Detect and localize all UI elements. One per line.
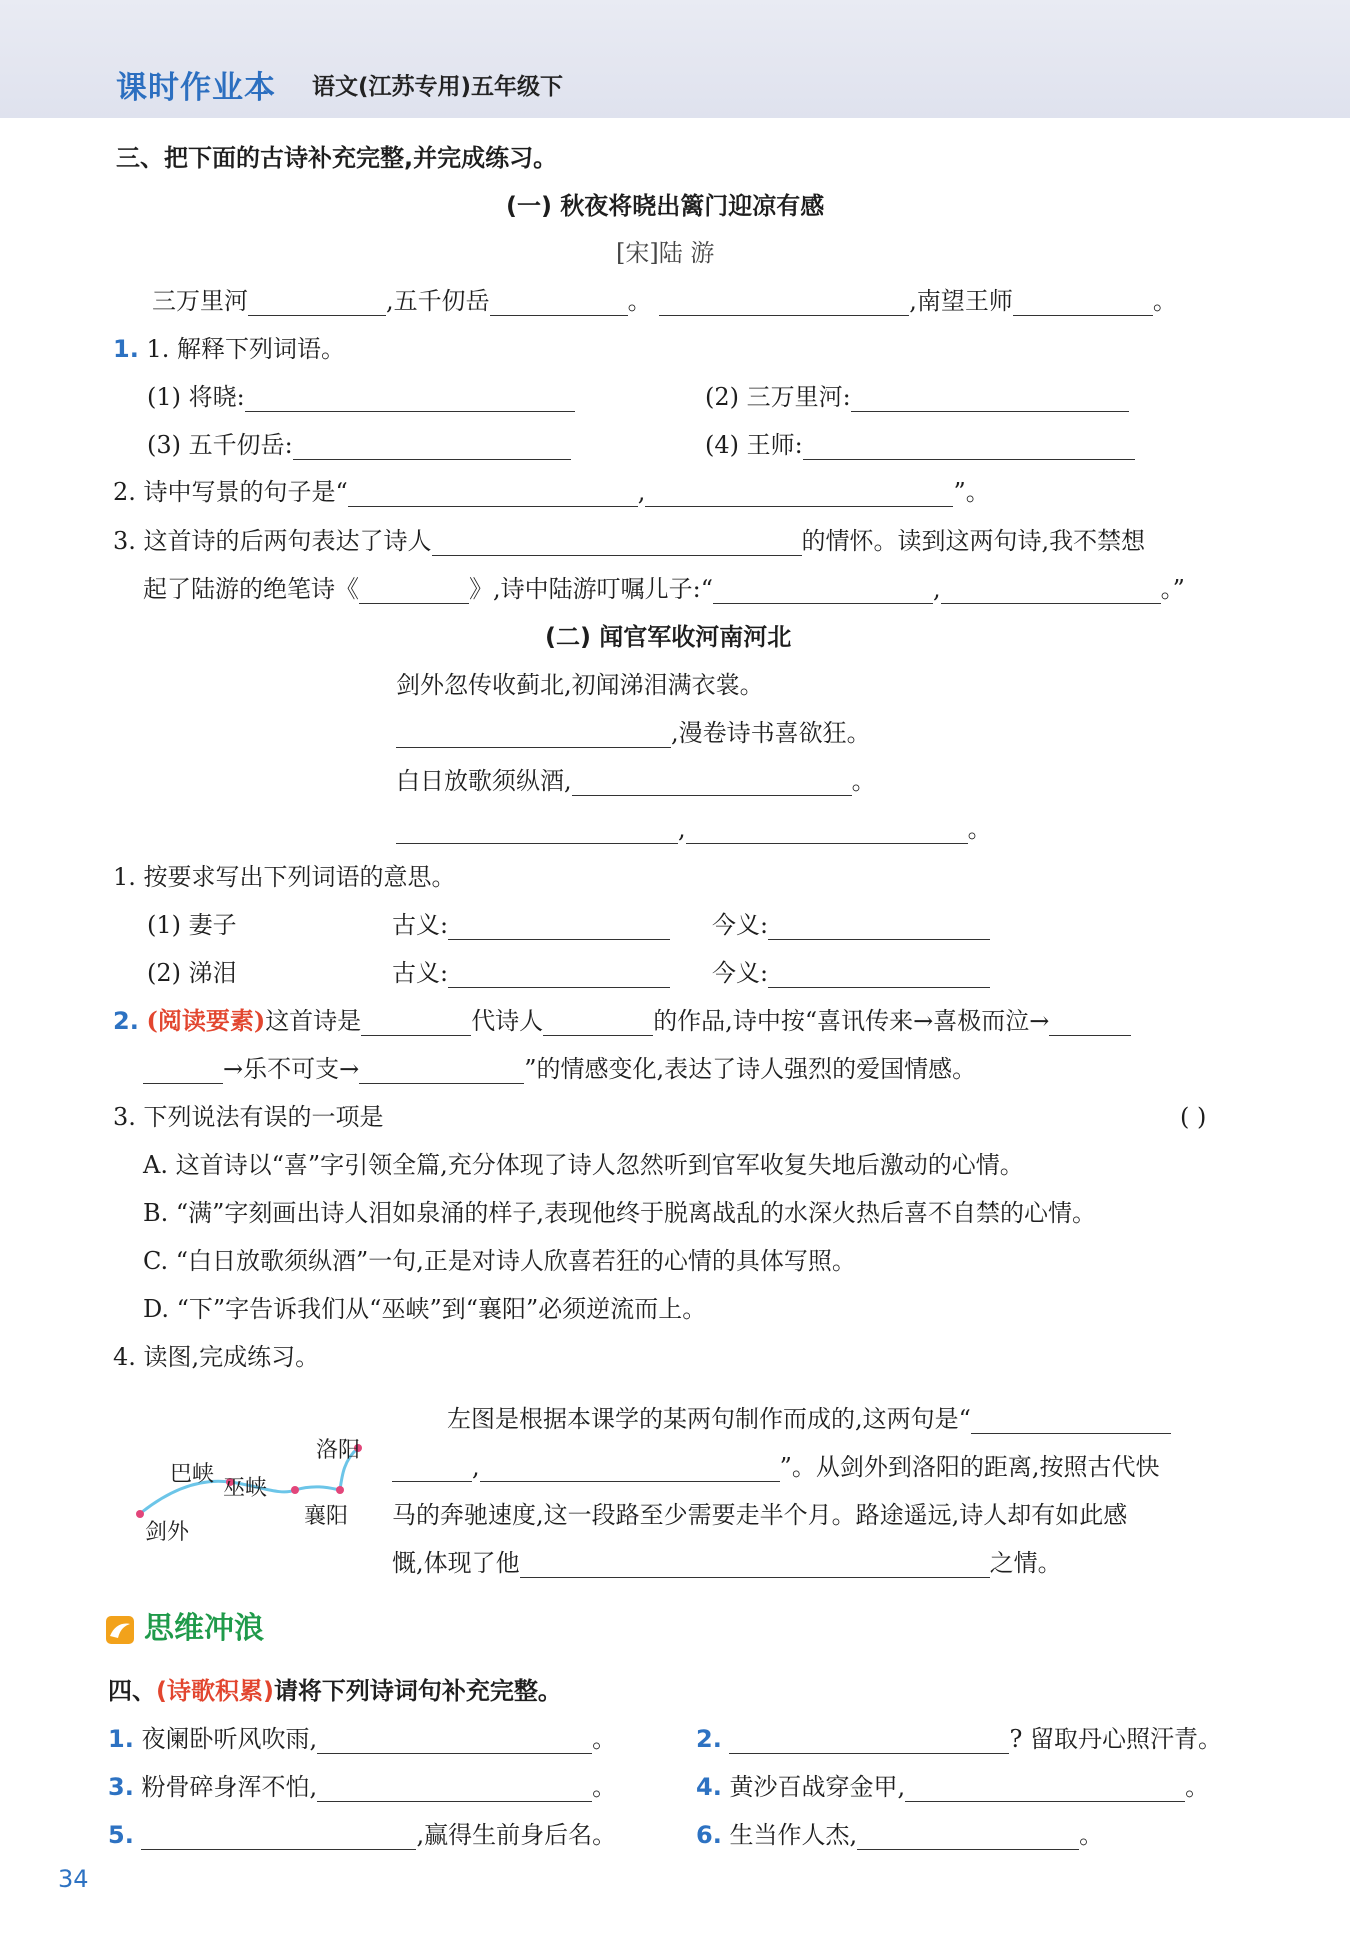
poem2-line3: 白日放歌须纵酒, 。 <box>396 767 876 795</box>
map-label-xiangyang: 襄阳 <box>304 1504 349 1529</box>
option-b[interactable]: B. “满”字刻画出诗人泪如泉涌的样子,表现他终于脱离战乱的水深火热后喜不自禁的心情。 <box>143 1199 1097 1227</box>
poem1-q3-cont: 起了陆游的绝笔诗《 》,诗中陆游叮嘱儿子:“ , 。” <box>143 575 1185 603</box>
poem1-q1: 1. 1. 解释下列词语。 <box>113 335 345 363</box>
option-c[interactable]: C. “白日放歌须纵酒”一句,正是对诗人欣喜若狂的心情的具体写照。 <box>143 1247 856 1275</box>
poem2-q2-cont: →乐不可支→ ”的情感变化,表达了诗人强烈的爱国情感。 <box>143 1054 976 1084</box>
poem2-line1: 剑外忽传收蓟北,初闻涕泪满衣裳。 <box>396 671 764 699</box>
point-xiangyang <box>336 1486 344 1494</box>
poetry-item-2: 2. ? 留取丹心照汗青。 <box>696 1725 1222 1753</box>
map-label-wuxia: 巫峡 <box>223 1476 268 1501</box>
poem1-q3: 3. 这首诗的后两句表达了诗人 的情怀。读到这两句诗,我不禁想 <box>113 527 1146 555</box>
answer-paren[interactable]: ( ) <box>1180 1103 1207 1131</box>
poem2-q3: 3. 下列说法有误的一项是 <box>113 1103 384 1131</box>
poem2-q1-modern1: 今义: <box>712 910 990 940</box>
poem2-q1-word1: (1) 妻子 <box>147 911 237 939</box>
blank[interactable] <box>1013 291 1153 316</box>
map-label-jianwai: 剑外 <box>145 1520 190 1545</box>
page-header <box>0 0 1350 118</box>
poetry-item-3: 3. 粉骨碎身浑不怕, 。 <box>108 1773 617 1801</box>
blank[interactable] <box>659 291 909 316</box>
thinking-title: 思维冲浪 <box>144 1611 264 1646</box>
q4-text2: , ”。从剑外到洛阳的距离,按照古代快 <box>392 1452 1160 1482</box>
poem1-author: [宋]陆 游 <box>616 239 715 267</box>
poem1-q1-item4: (4) 王师: <box>705 430 1135 460</box>
section4-title: 四、(诗歌积累)请将下列诗词句补充完整。 <box>108 1677 562 1705</box>
poem2-q1-word2: (2) 涕泪 <box>147 959 237 987</box>
poetry-item-6: 6. 生当作人杰, 。 <box>696 1821 1104 1849</box>
option-a[interactable]: A. 这首诗以“喜”字引领全篇,充分体现了诗人忽然听到官军收复失地后激动的心情。 <box>143 1151 1024 1179</box>
poem2-title: (二) 闻官军收河南河北 <box>545 623 792 651</box>
poem1-q1-item2: (2) 三万里河: <box>705 382 1129 412</box>
poem2-q1-ancient1: 古义: <box>392 910 670 940</box>
poem2-q4: 4. 读图,完成练习。 <box>113 1343 320 1371</box>
poem2-q2: 2. (阅读要素)这首诗是 代诗人 的作品,诗中按“喜讯传来→喜极而泣→ <box>113 1006 1131 1036</box>
poem2-q1: 1. 按要求写出下列词语的意思。 <box>113 863 456 891</box>
q4-text1: 左图是根据本课学的某两句制作而成的,这两句是“ <box>447 1404 1171 1434</box>
q4-text3: 马的奔驰速度,这一段路至少需要走半个月。路途遥远,诗人却有如此感 <box>392 1501 1128 1529</box>
wave-icon <box>106 1616 134 1644</box>
poem2-line4: , 。 <box>396 814 992 844</box>
subject-title: 语文(江苏专用)五年级下 <box>312 74 564 100</box>
map-label-baxia: 巴峡 <box>170 1462 215 1487</box>
q4-text4: 慨,体现了他 之情。 <box>392 1549 1062 1577</box>
blank[interactable] <box>248 291 386 316</box>
poem2-q1-modern2: 今义: <box>712 958 990 988</box>
point-jianwai <box>136 1510 144 1518</box>
poem1-title: (一) 秋夜将晓出篱门迎凉有感 <box>506 192 825 220</box>
point-wuxia <box>291 1486 299 1494</box>
option-d[interactable]: D. “下”字告诉我们从“巫峡”到“襄阳”必须逆流而上。 <box>143 1295 707 1323</box>
poetry-item-5: 5. ,赢得生前身后名。 <box>108 1821 617 1849</box>
poetry-item-1: 1. 夜阑卧听风吹雨, 。 <box>108 1725 617 1753</box>
section3-title: 三、把下面的古诗补充完整,并完成练习。 <box>116 144 558 172</box>
poetry-item-4: 4. 黄沙百战穿金甲, 。 <box>696 1773 1210 1801</box>
brand-title: 课时作业本 <box>116 70 276 106</box>
poem2-line2: ,漫卷诗书喜欲狂。 <box>396 718 871 748</box>
poem2-q1-ancient2: 古义: <box>392 958 670 988</box>
poem1-q2: 2. 诗中写景的句子是“ , ”。 <box>113 478 990 506</box>
blank[interactable] <box>490 291 628 316</box>
poem1-q1-item1: (1) 将晓: <box>147 382 575 412</box>
poem1-q1-item3: (3) 五千仞岳: <box>147 430 571 460</box>
poem1-lines: 三万里河 ,五千仞岳 。 ,南望王师 。 <box>152 287 1177 315</box>
page-number: 34 <box>58 1865 89 1893</box>
map-label-luoyang: 洛阳 <box>316 1438 361 1463</box>
